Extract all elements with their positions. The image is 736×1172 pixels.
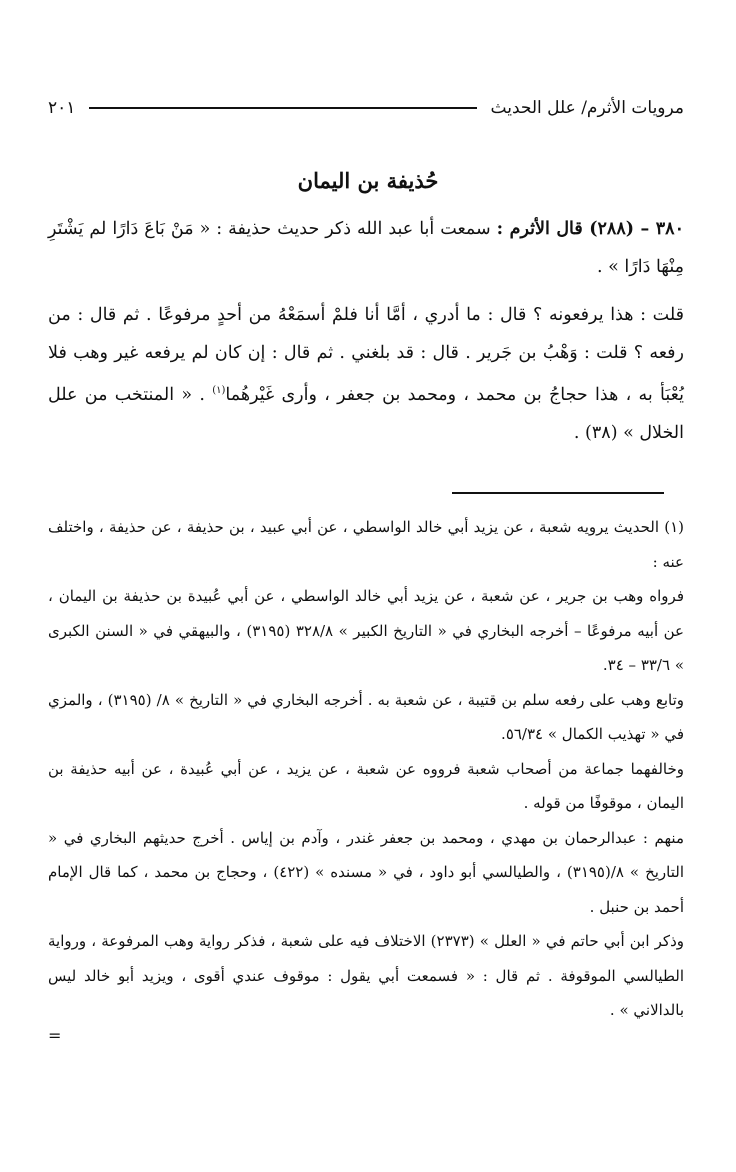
footnotes <box>48 510 684 1028</box>
footnote-paragraph: وذكر ابن أبي حاتم في « العلل » (٢٣٧٣) الاختلاف فيه على شعبة ، فذكر رواية وهب المرفوعة ، ورواية الطيالسي الموقوفة . ثم قال : « فسمعت أبي يقول : موقوف عندي أقوى ، ويزيد أبو خالد ليس بالدالاني » . <box>48 932 684 1019</box>
footnote-ref: (١) <box>212 385 226 396</box>
main-text <box>48 210 684 452</box>
discussion-tail: . « المنتخب من علل الخلال » (٣٨) . <box>48 384 684 443</box>
discussion-text: قلت : هذا يرفعونه ؟ قال : ما أدري ، أمَّا أنا فلمْ أسمَعْهُ من أحدٍ مرفوعًا . ثم قال : من رفعه ؟ قلت : وَهْبُ بن جَرير . قال : قد بلغني . ثم قال : إن كان لم يرفعه غير وهب فلا يُعْبَأ به ، هذا حجاجُ بن محمد ، ومحمد بن جعفر ، وأرى غَيْرهُما <box>48 305 684 405</box>
footnote-paragraph: (١) الحديث يرويه شعبة ، عن يزيد أبي خالد الواسطي ، عن أبي عبيد ، بن حذيفة ، عن حذيفة ، واختلف عنه : <box>48 518 684 571</box>
header-rule <box>89 107 476 109</box>
entry-number: ٣٨٠ – (٢٨٨) قال الأثرم : <box>496 219 684 239</box>
footnote-paragraph: وخالفهما جماعة من أصحاب شعبة فرووه عن شعبة ، عن يزيد ، عن أبي عُبيدة ، عن أبيه حذيفة بن اليمان ، موقوفًا من قوله . <box>48 759 684 812</box>
entry-hadith: « مَنْ بَاعَ دَارًا لم يَشْتَرِ مِنْهَا دَارًا » . <box>48 219 684 277</box>
footnote-paragraph: وتابع وهب على رفعه سلم بن قتيبة ، عن شعبة به . أخرجه البخاري في « التاريخ » ٨/ (٣١٩٥) ، والمزي في « تهذيب الكمال » ٥٦/٣٤. <box>48 690 684 743</box>
entry-paragraph <box>48 210 684 286</box>
footnote-separator <box>452 492 664 494</box>
section-title: حُذيفة بن اليمان <box>297 168 439 193</box>
running-header <box>48 90 684 126</box>
footnote-paragraph: فرواه وهب بن جرير ، عن شعبة ، عن يزيد أبي خالد الواسطي ، عن أبي عُبيدة بن حذيفة بن اليمان ، عن أبيه مرفوعًا – أخرجه البخاري في « التاريخ الكبير » ٣٢٨/٨ (٣١٩٥) ، والبيهقي في « السنن الكبرى » ٣٣/٦ – ٣٤. <box>48 587 685 674</box>
discussion-paragraph <box>48 296 684 452</box>
page-number: ٢٠١ <box>48 98 76 118</box>
entry-intro: سمعت أبا عبد الله ذكر حديث حذيفة : <box>216 219 491 239</box>
footnote-paragraph: منهم : عبدالرحمان بن مهدي ، ومحمد بن جعفر غندر ، وآدم بن إياس . أخرج حديثهم البخاري في « التاريخ » ٨/(٣١٩٥) ، والطيالسي أبو داود ، في « مسنده » (٤٢٢) ، وحجاج بن محمد ، كما قال الإمام أحمد بن حنبل . <box>48 828 685 916</box>
continuation-mark: = <box>48 1026 62 1045</box>
running-header-title: مرويات الأثرم/ علل الحديث <box>490 98 684 118</box>
